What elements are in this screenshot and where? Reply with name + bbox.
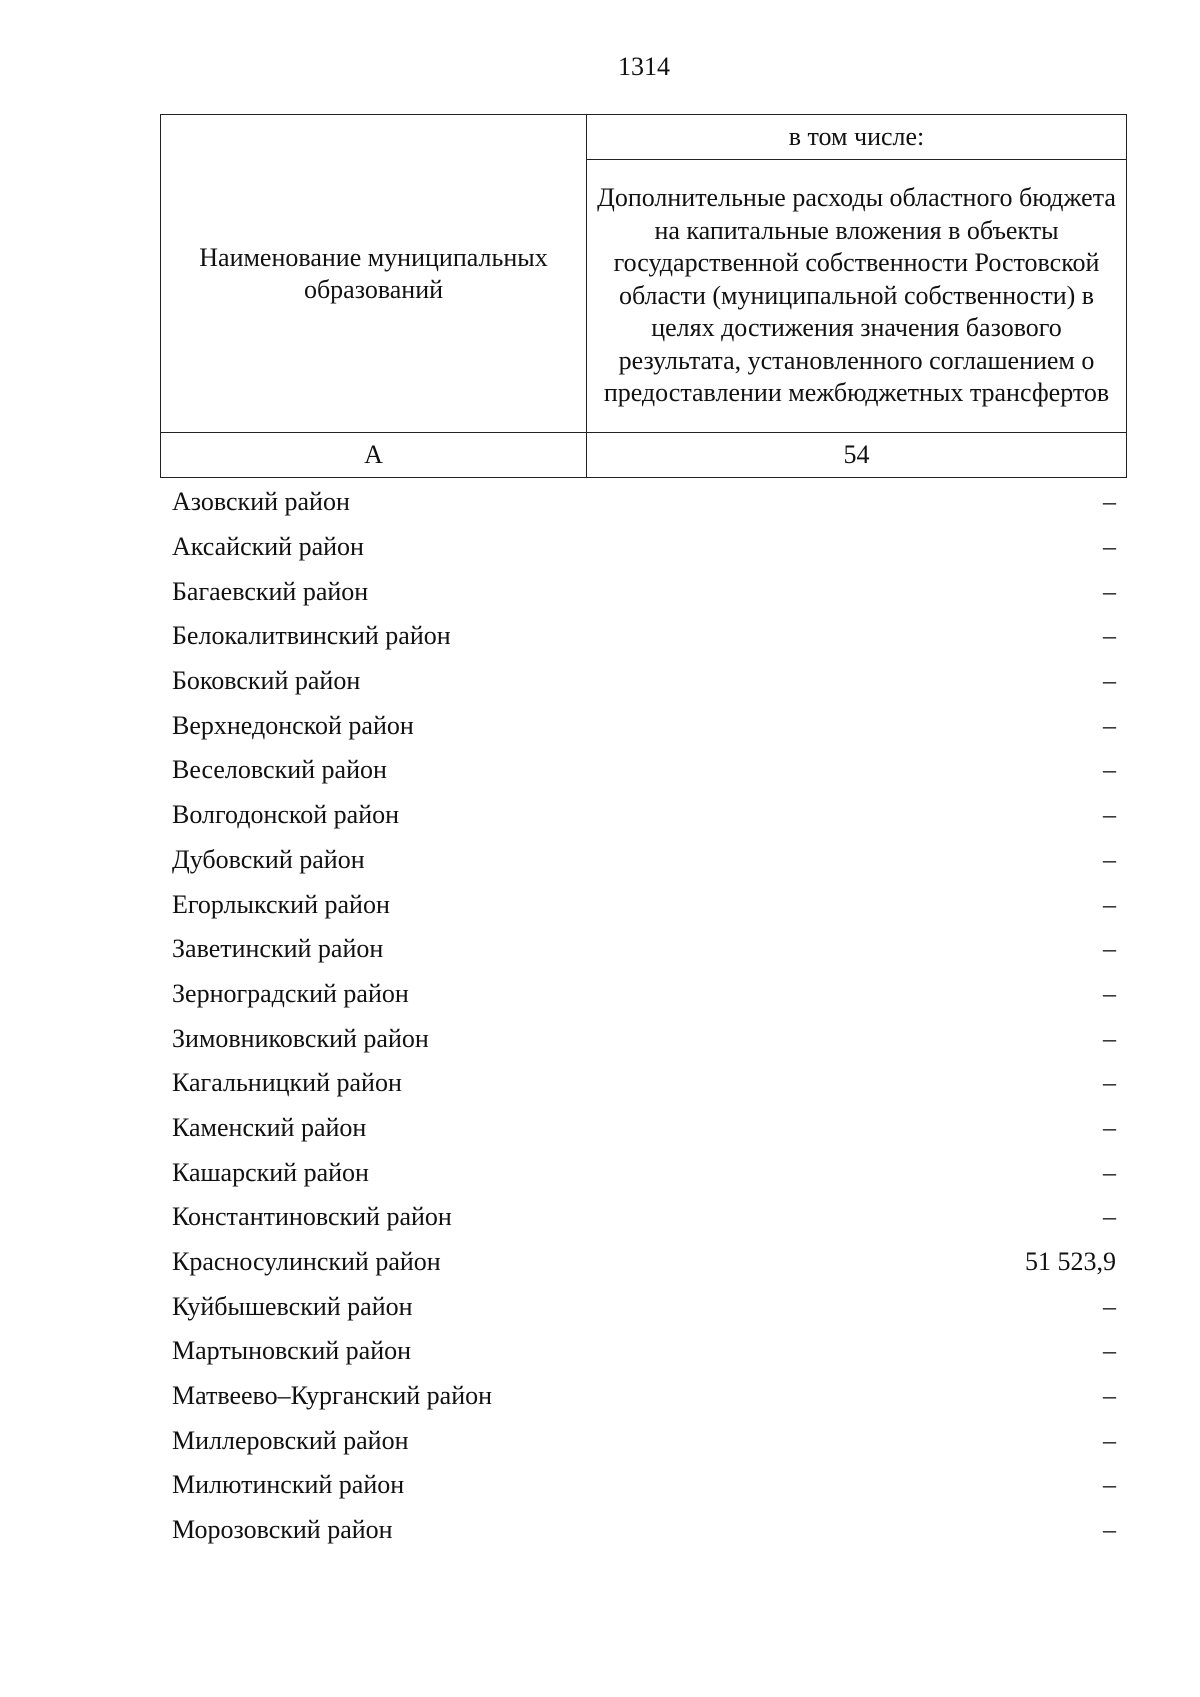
table-row bbox=[160, 1061, 1126, 1106]
column-header-municipality: Наименование муниципальных образований bbox=[161, 115, 587, 433]
row-municipality-name: Волгодонской район bbox=[172, 800, 400, 830]
column-header-description: Дополнительные расходы областного бюджета на капитальные вложения в объекты государственной собственности Ростовской области (муниципальной собственности) в целях достижения значения базового результата, установленного соглашением о предоставлении межбюджетных трансфертов bbox=[587, 160, 1127, 433]
row-municipality-name: Аксайский район bbox=[172, 532, 364, 562]
row-value: – bbox=[1103, 710, 1116, 740]
table-row bbox=[160, 703, 1126, 748]
row-value: – bbox=[1103, 1336, 1116, 1366]
row-municipality-name: Егорлыкский район bbox=[172, 889, 390, 919]
table-row bbox=[160, 525, 1126, 570]
table-row bbox=[160, 1418, 1126, 1463]
row-value: – bbox=[1103, 666, 1116, 696]
row-municipality-name: Морозовский район bbox=[172, 1515, 393, 1545]
table-row bbox=[160, 972, 1126, 1017]
row-value: – bbox=[1103, 1470, 1116, 1500]
table-row bbox=[160, 748, 1126, 793]
row-municipality-name: Кашарский район bbox=[172, 1157, 369, 1187]
row-value: – bbox=[1103, 844, 1116, 874]
row-value: – bbox=[1103, 621, 1116, 651]
table-row bbox=[160, 569, 1126, 614]
table-row bbox=[160, 1463, 1126, 1508]
row-value: – bbox=[1103, 1381, 1116, 1411]
row-value: – bbox=[1103, 755, 1116, 785]
row-value: – bbox=[1103, 532, 1116, 562]
row-value: – bbox=[1103, 934, 1116, 964]
page-number: 1314 bbox=[618, 52, 670, 81]
row-value: – bbox=[1103, 1023, 1116, 1053]
table-row bbox=[160, 480, 1126, 525]
table-row bbox=[160, 927, 1126, 972]
row-municipality-name: Азовский район bbox=[172, 487, 350, 517]
row-value: – bbox=[1103, 1425, 1116, 1455]
row-municipality-name: Матвеево–Курганский район bbox=[172, 1381, 493, 1411]
column-subheader: в том числе: bbox=[587, 115, 1127, 160]
row-municipality-name: Кагальницкий район bbox=[172, 1068, 402, 1098]
row-value: – bbox=[1103, 1068, 1116, 1098]
row-municipality-name: Дубовский район bbox=[172, 844, 365, 874]
table-row bbox=[160, 659, 1126, 704]
row-municipality-name: Боковский район bbox=[172, 666, 361, 696]
row-municipality-name: Каменский район bbox=[172, 1112, 367, 1142]
table-row bbox=[160, 1508, 1126, 1553]
row-value: – bbox=[1103, 1112, 1116, 1142]
row-value: 51 523,9 bbox=[1025, 1247, 1116, 1277]
table-header bbox=[160, 114, 1127, 478]
table-row bbox=[160, 1329, 1126, 1374]
row-value: – bbox=[1103, 1515, 1116, 1545]
row-municipality-name: Зерноградский район bbox=[172, 978, 409, 1008]
table-row bbox=[160, 1150, 1126, 1195]
table-row bbox=[160, 838, 1126, 883]
row-value: – bbox=[1103, 487, 1116, 517]
row-municipality-name: Веселовский район bbox=[172, 755, 387, 785]
column-index-a: А bbox=[161, 433, 587, 478]
row-municipality-name: Милютинский район bbox=[172, 1470, 405, 1500]
row-municipality-name: Миллеровский район bbox=[172, 1425, 409, 1455]
row-municipality-name: Константиновский район bbox=[172, 1202, 452, 1232]
row-municipality-name: Верхнедонской район bbox=[172, 710, 414, 740]
table-row bbox=[160, 1284, 1126, 1329]
table-row bbox=[160, 1374, 1126, 1419]
table-row bbox=[160, 882, 1126, 927]
row-value: – bbox=[1103, 889, 1116, 919]
row-value: – bbox=[1103, 1291, 1116, 1321]
row-municipality-name: Мартыновский район bbox=[172, 1336, 412, 1366]
row-value: – bbox=[1103, 1157, 1116, 1187]
column-index-54: 54 bbox=[587, 433, 1127, 478]
table-row bbox=[160, 1016, 1126, 1061]
table-row bbox=[160, 793, 1126, 838]
row-value: – bbox=[1103, 576, 1116, 606]
row-municipality-name: Заветинский район bbox=[172, 934, 384, 964]
row-value: – bbox=[1103, 1202, 1116, 1232]
table-row bbox=[160, 1106, 1126, 1151]
row-municipality-name: Куйбышевский район bbox=[172, 1291, 413, 1321]
table-row bbox=[160, 614, 1126, 659]
row-municipality-name: Красносулинский район bbox=[172, 1247, 441, 1277]
row-value: – bbox=[1103, 978, 1116, 1008]
table-row bbox=[160, 1195, 1126, 1240]
table-row bbox=[160, 1240, 1126, 1285]
row-municipality-name: Белокалитвинский район bbox=[172, 621, 451, 651]
row-value: – bbox=[1103, 800, 1116, 830]
row-municipality-name: Зимовниковский район bbox=[172, 1023, 429, 1053]
row-municipality-name: Багаевский район bbox=[172, 576, 369, 606]
table-body bbox=[160, 480, 1126, 1553]
